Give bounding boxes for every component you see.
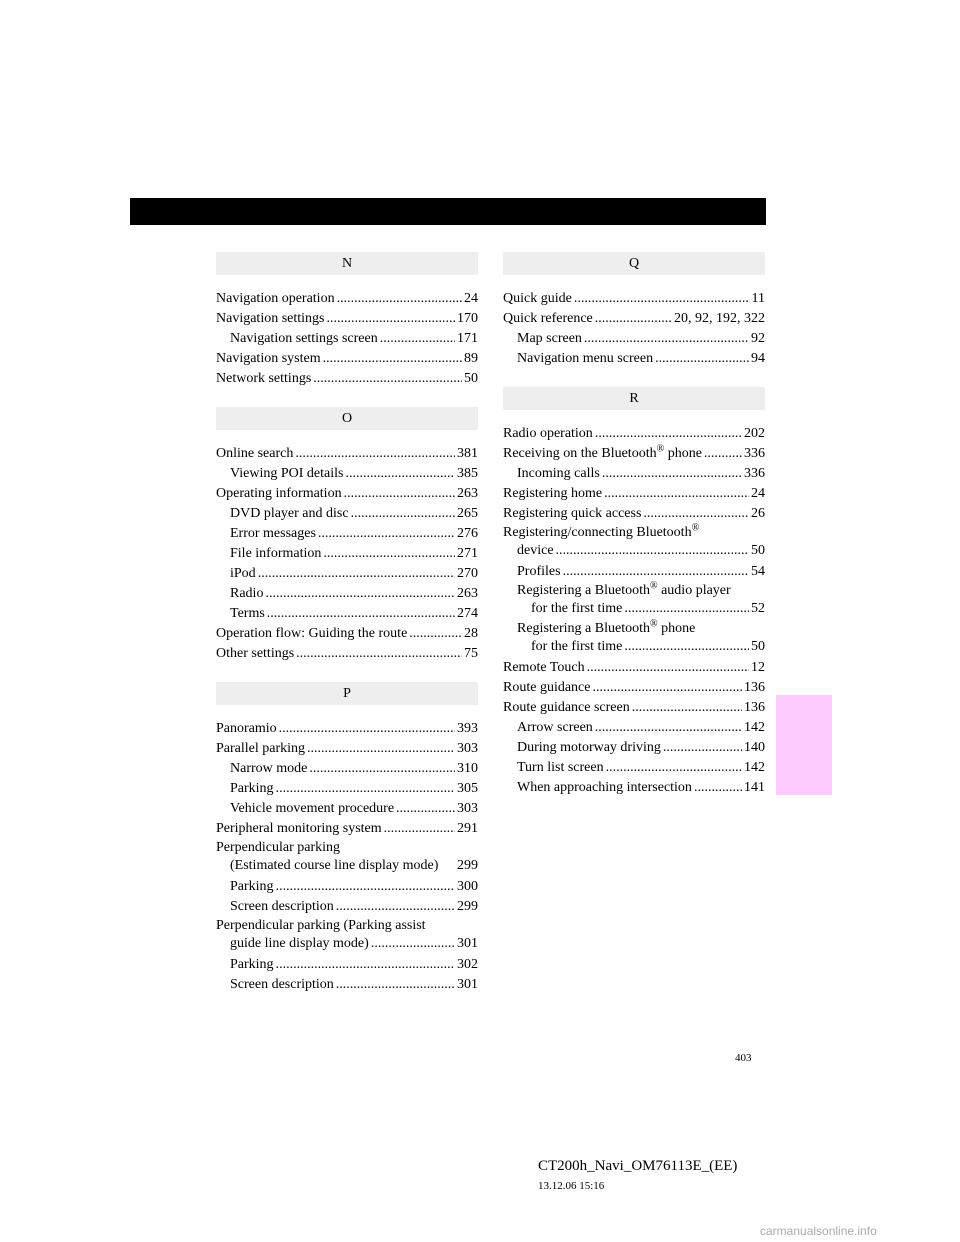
leader-dots (624, 600, 749, 618)
index-entry-page: 140 (744, 740, 765, 755)
index-entry-label: Screen description (230, 899, 334, 914)
index-entry-page: 336 (744, 446, 765, 461)
index-entry-label: Viewing POI details (230, 466, 344, 481)
index-entry-page: 171 (457, 331, 478, 346)
leader-dots (563, 562, 749, 582)
index-entry-page: 336 (744, 466, 765, 481)
index-entry-label: Radio operation (503, 426, 593, 441)
leader-dots (279, 719, 455, 739)
leader-dots (595, 424, 742, 444)
side-tab (776, 695, 832, 795)
index-entry-label: Parallel parking (216, 741, 306, 756)
index-entry-page: 142 (744, 760, 765, 775)
index-entry-page: 20, 92, 192, 322 (674, 311, 765, 326)
index-entry-label: Online search (216, 446, 294, 461)
leader-dots (574, 289, 750, 309)
leader-dots (602, 464, 742, 484)
index-entry[interactable] (503, 524, 765, 560)
index-entry[interactable] (216, 504, 478, 524)
leader-dots (327, 309, 456, 329)
leader-dots (384, 819, 455, 839)
index-entry-label: Terms (230, 606, 265, 621)
index-entry-label: Parking (230, 879, 274, 894)
index-entry-label: Perpendicular parking (216, 840, 341, 855)
leader-dots (318, 524, 455, 544)
index-entry-page: 24 (751, 486, 765, 501)
leader-dots (595, 309, 672, 329)
index-entry[interactable] (216, 719, 478, 739)
leader-dots (663, 738, 742, 758)
index-entry-page: 136 (744, 680, 765, 695)
index-entry-page: 301 (457, 977, 478, 992)
index-entry-label: Arrow screen (517, 720, 593, 735)
leader-dots (704, 444, 742, 464)
leader-dots (307, 739, 455, 759)
index-entry-label: Perpendicular parking (Parking assist (216, 918, 426, 933)
index-entry-label: Radio (230, 586, 264, 601)
index-entry-page: 12 (751, 660, 765, 675)
leader-dots (584, 329, 749, 349)
leader-dots (604, 484, 749, 504)
leader-dots (276, 877, 455, 897)
index-entry[interactable] (216, 289, 478, 309)
index-column-left (216, 252, 478, 995)
leader-dots (592, 678, 742, 698)
leader-dots (632, 698, 742, 718)
index-entry-page: 299 (457, 858, 478, 873)
index-entry-page: 263 (457, 486, 478, 501)
index-section (503, 252, 765, 369)
index-entry[interactable] (216, 329, 478, 349)
index-entry-page: 300 (457, 879, 478, 894)
index-entry[interactable] (216, 564, 478, 584)
watermark[interactable]: carmanualsonline.info (760, 1224, 877, 1238)
index-entry-page: 381 (457, 446, 478, 461)
index-entry[interactable] (216, 644, 478, 664)
leader-dots (624, 638, 749, 656)
leader-dots (380, 329, 455, 349)
index-section (216, 407, 478, 664)
index-entry-page: 270 (457, 566, 478, 581)
index-entry-label: Network settings (216, 371, 312, 386)
index-entry-label: Profiles (517, 564, 561, 579)
index-entry[interactable] (216, 975, 478, 995)
leader-dots (309, 759, 455, 779)
index-entry-label: During motorway driving (517, 740, 661, 755)
index-entry[interactable] (503, 698, 765, 718)
index-entry-page: 291 (457, 821, 478, 836)
leader-dots (643, 504, 749, 524)
leader-dots (336, 975, 455, 995)
registered-mark: ® (649, 580, 658, 592)
leader-dots (351, 504, 455, 524)
index-entry[interactable] (216, 917, 478, 953)
index-entry-label: File information (230, 546, 322, 561)
index-entry[interactable] (216, 544, 478, 564)
index-entry[interactable] (216, 839, 478, 875)
index-entry-page: 75 (464, 646, 478, 661)
leader-dots (595, 718, 742, 738)
header-bar (130, 198, 766, 225)
index-entry[interactable] (216, 877, 478, 897)
index-entry-label: Receiving on the Bluetooth® phone (503, 443, 702, 461)
index-section (216, 252, 478, 389)
index-entry-label: Map screen (517, 331, 582, 346)
leader-dots (371, 935, 455, 953)
index-entry[interactable] (216, 897, 478, 917)
index-entry-page: 54 (751, 564, 765, 579)
index-entry-page: 50 (751, 543, 765, 558)
index-entry[interactable] (216, 819, 478, 839)
index-entry-label: Other settings (216, 646, 295, 661)
registered-mark: ® (656, 443, 665, 455)
index-section (216, 682, 478, 995)
index-entry[interactable] (503, 562, 765, 582)
index-entry[interactable] (503, 678, 765, 698)
index-entry-label: Operation flow: Guiding the route (216, 626, 408, 641)
leader-dots (323, 349, 462, 369)
index-entry[interactable] (216, 624, 478, 644)
leader-dots (265, 584, 455, 604)
index-entry-page: 92 (751, 331, 765, 346)
index-entry-page: 89 (464, 351, 478, 366)
index-entry-continuation: device (517, 543, 554, 558)
index-entry-label: Navigation settings (216, 311, 325, 326)
index-entry-label: Error messages (230, 526, 316, 541)
index-entry[interactable] (503, 289, 765, 309)
index-entry[interactable] (216, 464, 478, 484)
index-entry-label: Registering/connecting Bluetooth® (503, 522, 700, 540)
index-entry[interactable] (216, 799, 478, 819)
index-entry-label: Narrow mode (230, 761, 308, 776)
index-entry[interactable] (216, 309, 478, 329)
index-entry[interactable] (503, 738, 765, 758)
leader-dots (296, 644, 462, 664)
index-entry-label: Quick guide (503, 291, 572, 306)
index-entry[interactable] (216, 604, 478, 624)
index-entry-page: 393 (457, 721, 478, 736)
index-entry-label: iPod (230, 566, 256, 581)
index-entry[interactable] (503, 758, 765, 778)
registered-mark: ® (649, 618, 658, 630)
index-entry-label: Parking (230, 781, 274, 796)
index-entry-label: DVD player and disc (230, 506, 349, 521)
index-entry-label: Navigation operation (216, 291, 335, 306)
leader-dots (313, 369, 462, 389)
index-entry-label: Screen description (230, 977, 334, 992)
index-entry-page: 310 (457, 761, 478, 776)
index-entry[interactable] (216, 349, 478, 369)
leader-dots (396, 799, 455, 819)
index-section (503, 387, 765, 798)
index-entry-label: Navigation settings screen (230, 331, 378, 346)
section-letter-header: O (216, 407, 478, 430)
leader-dots (606, 758, 742, 778)
index-entry[interactable] (216, 484, 478, 504)
leader-dots (276, 955, 455, 975)
section-letter-header: N (216, 252, 478, 275)
index-entry[interactable] (503, 444, 765, 464)
index-entry-page: 202 (744, 426, 765, 441)
index-entry-label: Panoramio (216, 721, 277, 736)
index-entry-label: Registering a Bluetooth® phone (517, 618, 696, 636)
leader-dots (336, 897, 455, 917)
index-entry-label: Route guidance (503, 680, 591, 695)
leader-dots (267, 604, 455, 624)
index-entry[interactable] (503, 658, 765, 678)
footer-document-code: CT200h_Navi_OM76113E_(EE) (538, 1158, 738, 1174)
index-entry[interactable] (503, 329, 765, 349)
index-entry-label: Turn list screen (517, 760, 604, 775)
page-number: 403 (735, 1052, 752, 1064)
index-entry-page: 50 (464, 371, 478, 386)
index-entry-label: Route guidance screen (503, 700, 630, 715)
footer-date: 13.12.06 15:16 (538, 1180, 605, 1192)
leader-dots (276, 779, 455, 799)
leader-dots (345, 464, 455, 484)
index-entry[interactable] (503, 504, 765, 524)
index-entry[interactable] (216, 444, 478, 464)
leader-dots (694, 778, 742, 798)
index-entry-page: 265 (457, 506, 478, 521)
index-entry-continuation: (Estimated course line display mode) (230, 858, 439, 873)
index-entry-page: 26 (751, 506, 765, 521)
index-entry-label: Registering quick access (503, 506, 642, 521)
index-entry-label: Peripheral monitoring system (216, 821, 382, 836)
section-letter-header: R (503, 387, 765, 410)
leader-dots (295, 444, 455, 464)
leader-dots (337, 289, 462, 309)
index-entry[interactable] (216, 369, 478, 389)
index-entry-label: Incoming calls (517, 466, 600, 481)
index-entry[interactable] (503, 582, 765, 618)
leader-dots (587, 658, 749, 678)
index-entry[interactable] (216, 584, 478, 604)
index-entry-label: Navigation menu screen (517, 351, 654, 366)
index-entry-page: 52 (751, 601, 765, 616)
index-column-right (503, 252, 765, 798)
leader-dots (323, 544, 455, 564)
index-entry-page: 302 (457, 957, 478, 972)
index-entry-page: 271 (457, 546, 478, 561)
index-entry-label: Registering a Bluetooth® audio player (517, 580, 731, 598)
index-entry-page: 136 (744, 700, 765, 715)
index-entry[interactable] (503, 620, 765, 656)
index-entry[interactable] (216, 779, 478, 799)
index-entry[interactable] (503, 778, 765, 798)
index-entry-label: Registering home (503, 486, 603, 501)
index-entry-label: Remote Touch (503, 660, 585, 675)
index-entry-page: 142 (744, 720, 765, 735)
index-entry-label: Quick reference (503, 311, 593, 326)
index-entry-page: 274 (457, 606, 478, 621)
index-entry[interactable] (503, 464, 765, 484)
index-entry[interactable] (503, 424, 765, 444)
index-entry[interactable] (503, 349, 765, 369)
index-entry-label: When approaching intersection (517, 780, 692, 795)
leader-dots (344, 484, 455, 504)
index-entry-page: 170 (457, 311, 478, 326)
index-entry[interactable] (503, 309, 765, 329)
index-entry-page: 276 (457, 526, 478, 541)
index-entry-continuation: guide line display mode) (230, 936, 369, 951)
index-entry[interactable] (216, 759, 478, 779)
leader-dots (655, 349, 749, 369)
index-entry-continuation: for the first time (531, 601, 623, 616)
index-entry-page: 299 (457, 899, 478, 914)
index-entry-page: 301 (457, 936, 478, 951)
index-entry-page: 11 (751, 291, 765, 306)
index-entry-label: Vehicle movement procedure (230, 801, 395, 816)
index-entry[interactable] (503, 718, 765, 738)
index-entry-page: 385 (457, 466, 478, 481)
index-entry-page: 50 (751, 639, 765, 654)
index-entry[interactable] (216, 955, 478, 975)
index-entry-continuation: for the first time (531, 639, 623, 654)
leader-dots (409, 624, 462, 644)
index-entry-page: 263 (457, 586, 478, 601)
section-letter-header: P (216, 682, 478, 705)
registered-mark: ® (691, 522, 700, 534)
index-entry-page: 305 (457, 781, 478, 796)
index-entry-page: 303 (457, 741, 478, 756)
section-letter-header: Q (503, 252, 765, 275)
index-entry-label: Operating information (216, 486, 342, 501)
leader-dots (556, 542, 749, 560)
index-entry-page: 141 (744, 780, 765, 795)
leader-dots (258, 564, 455, 584)
index-entry[interactable] (216, 524, 478, 544)
index-entry-page: 94 (751, 351, 765, 366)
index-entry-page: 28 (464, 626, 478, 641)
index-entry-label: Parking (230, 957, 274, 972)
index-entry-page: 24 (464, 291, 478, 306)
index-entry-page: 303 (457, 801, 478, 816)
index-entry[interactable] (216, 739, 478, 759)
index-entry[interactable] (503, 484, 765, 504)
index-entry-label: Navigation system (216, 351, 321, 366)
